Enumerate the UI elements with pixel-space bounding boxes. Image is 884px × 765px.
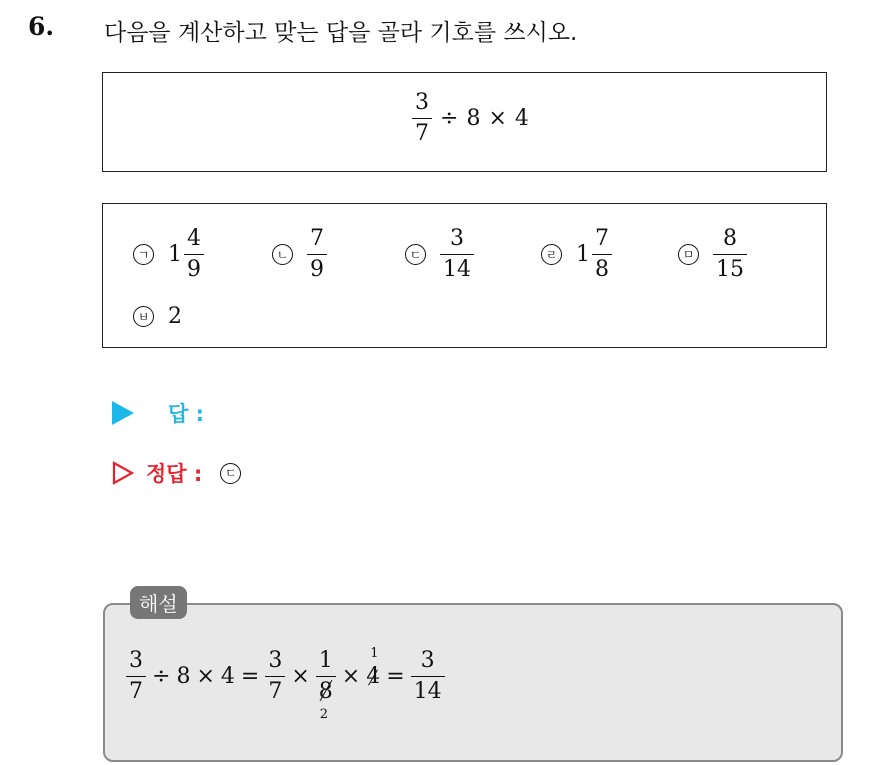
choice-marker: ㅁ <box>678 244 699 265</box>
exp-fraction-a: $\frac{3}{7}$ <box>126 650 146 703</box>
exp-times-sign: × <box>291 664 310 689</box>
correct-answer-row <box>112 458 255 488</box>
explanation-tag: 해설 <box>130 586 187 619</box>
choice-fraction: $\frac{3}{14}$ <box>440 228 474 281</box>
choice-marker: ㅂ <box>133 306 154 327</box>
choice-marker: ㄷ <box>405 244 426 265</box>
choice-fraction: $\frac{7}{8}$ <box>592 228 612 281</box>
multiplier: 4 <box>514 106 529 131</box>
correct-answer-label: 정답 : <box>146 462 203 486</box>
expression <box>412 92 529 145</box>
exp-eight: 8 <box>176 664 191 689</box>
choice-1[interactable] <box>133 228 204 281</box>
outline-play-icon <box>112 461 134 485</box>
choice-6[interactable] <box>133 304 184 329</box>
choice-whole: 2 <box>168 304 182 329</box>
exp-times-sign: × <box>341 664 361 689</box>
choice-4[interactable] <box>541 228 612 281</box>
choice-5[interactable] <box>678 228 747 281</box>
choice-marker: ㄱ <box>133 244 154 265</box>
exp-times-sign: × <box>196 664 215 689</box>
divide-sign: ÷ <box>440 106 459 131</box>
exp-fraction-c: 1 8 2 <box>316 650 336 703</box>
reduced-denominator: 2 <box>319 707 329 722</box>
expression-fraction: $\frac{3}{7}$ <box>412 92 432 145</box>
choice-whole: 1 <box>168 242 182 267</box>
choice-fraction: $\frac{8}{15}$ <box>713 228 747 281</box>
exp-equals: = <box>386 664 405 689</box>
exp-fraction-result: $\frac{3}{14}$ <box>411 650 445 703</box>
reduced-value: 1 <box>370 646 379 661</box>
correct-answer-marker: ㄷ <box>220 463 241 484</box>
exp-divide-sign: ÷ <box>152 664 171 689</box>
question-number: 6. <box>28 12 55 41</box>
choice-marker: ㄴ <box>272 244 293 265</box>
answer-label: 답 : <box>168 402 204 426</box>
choice-fraction: $\frac{7}{9}$ <box>307 228 327 281</box>
cancelled-eight: 8 2 <box>318 679 333 722</box>
choice-fraction: $\frac{4}{9}$ <box>184 228 204 281</box>
choice-marker: ㄹ <box>541 244 562 265</box>
exp-four: 4 <box>220 664 235 689</box>
times-sign: × <box>488 106 507 131</box>
explanation-expression <box>126 646 445 722</box>
cancelled-four: 4 1 <box>366 646 381 689</box>
divisor: 8 <box>466 106 481 131</box>
play-icon <box>112 401 134 425</box>
choice-3[interactable] <box>405 228 474 281</box>
question-text: 다음을 계산하고 맞는 답을 골라 기호를 쓰시오. <box>104 20 578 46</box>
exp-equals: = <box>240 664 260 689</box>
choice-whole: 1 <box>576 242 590 267</box>
exp-fraction-b: $\frac{3}{7}$ <box>265 650 285 703</box>
choice-2[interactable] <box>272 228 327 281</box>
answer-row <box>112 398 204 428</box>
